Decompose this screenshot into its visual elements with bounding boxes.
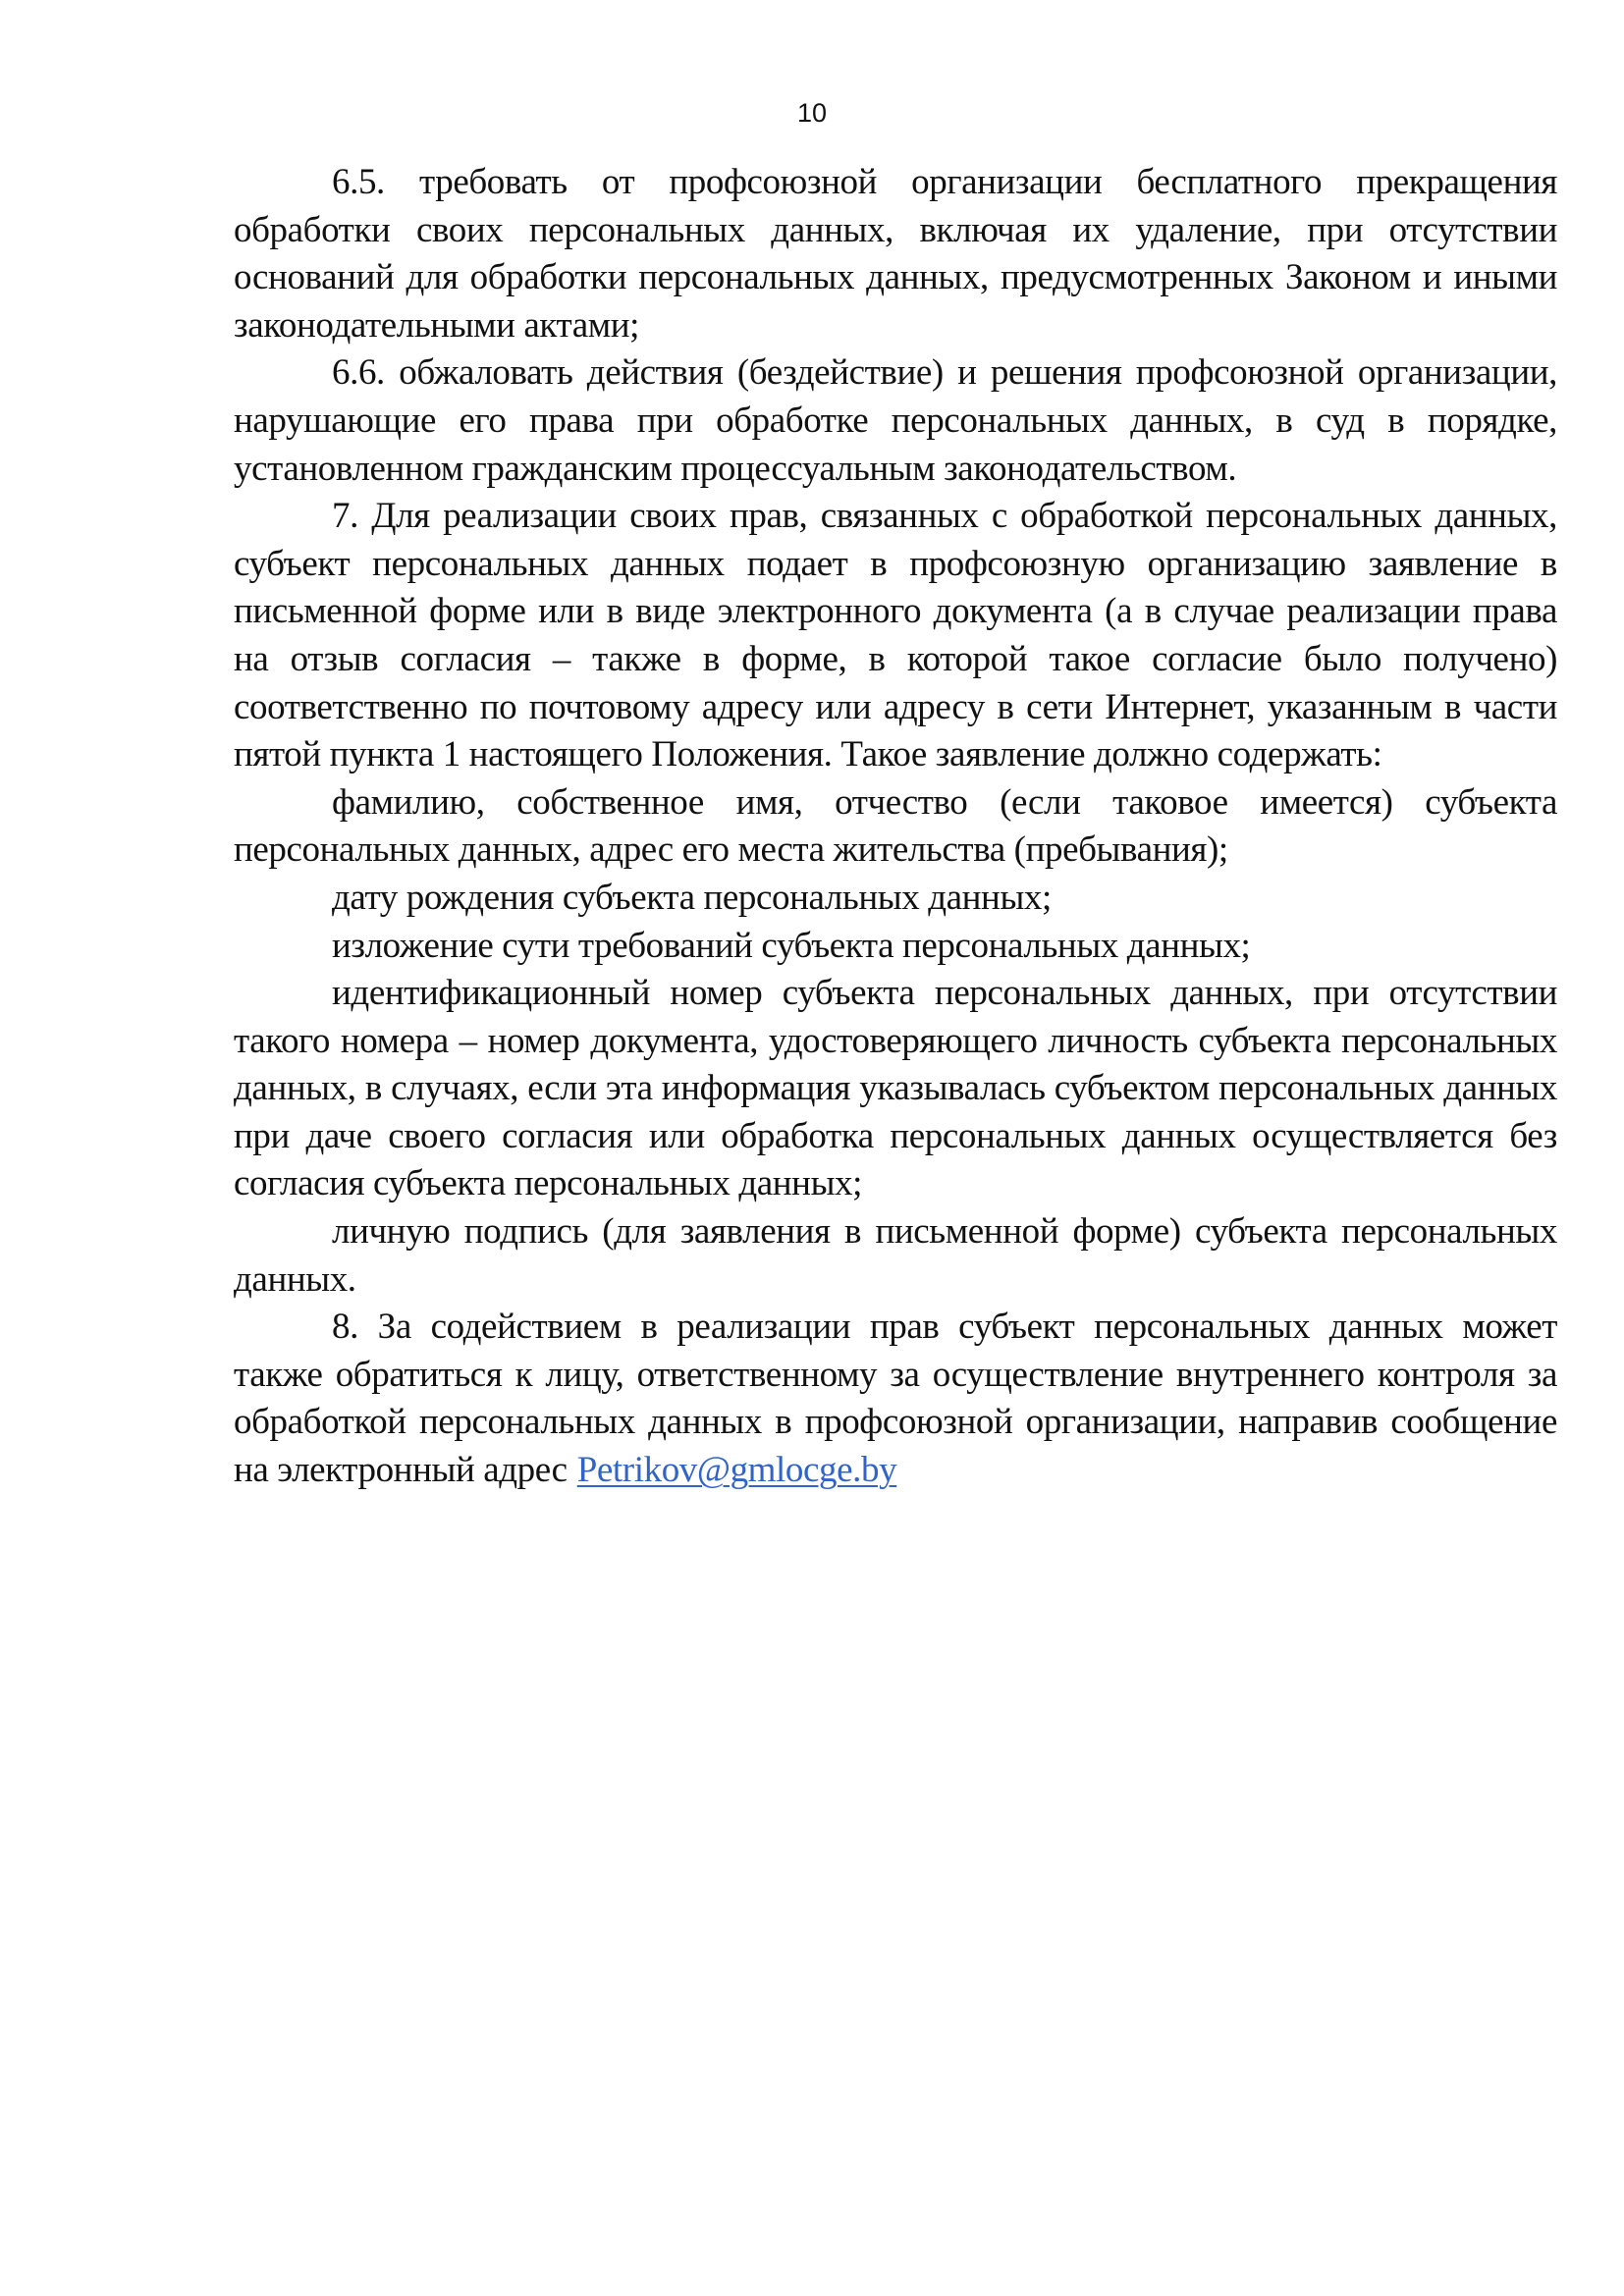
list-item-id-number: идентификационный номер субъекта персональных данных, при отсутствии такого номера – номер документа, удостоверяющего личность субъекта персональных данных, в случаях, если эта информация указывалась субъектом персональных данных при даче своего согласия или обработка персональных данных осуществляется без согласия субъекта персональных данных; [234, 973, 1557, 1204]
list-item-full-name-address: фамилию, собственное имя, отчество (если таковое имеется) субъекта персональных данных, адрес его места жительства (пребывания); [234, 781, 1557, 871]
paragraph-8-text: 8. За содействием в реализации прав субъект персональных данных может также обратиться к лицу, ответственному за осуществление внутреннего контроля за обработкой персональных данных в профсоюзной организации, направив сообщение на электронный адрес [234, 1307, 1557, 1491]
email-link[interactable]: Petrikov@gmlocge.by [576, 1450, 897, 1491]
paragraph-6-5: 6.5. требовать от профсоюзной организации бесплатного прекращения обработки своих персональных данных, включая их удаление, при отсутствии оснований для обработки персональных данных, предусмотренных Законом и иными законодательными актами; [234, 162, 1557, 346]
list-item-signature: личную подпись (для заявления в письменной форме) субъекта персональных данных. [234, 1211, 1557, 1300]
document-body [234, 159, 1557, 1495]
paragraph-7: 7. Для реализации своих прав, связанных с обработкой персональных данных, субъект персональных данных подает в профсоюзную организацию заявление в письменной форме или в виде электронного документа (а в случае реализации права на отзыв согласия – также в форме, в которой такое согласие было получено) соответственно по почтовому адресу или адресу в сети Интернет, указанным в части пятой пункта 1 настоящего Положения. Такое заявление должно содержать: [234, 496, 1557, 775]
list-item-requirements: изложение сути требований субъекта персональных данных; [332, 925, 1251, 966]
list-item-birth-date: дату рождения субъекта персональных данных; [332, 877, 1052, 918]
paragraph-8 [234, 1304, 1557, 1494]
paragraph-6-6: 6.6. обжаловать действия (бездействие) и решения профсоюзной организации, нарушающие его права при обработке персональных данных, в суд в порядке, установленном гражданским процессуальным законодательством. [234, 352, 1557, 489]
page-number: 10 [796, 98, 828, 128]
